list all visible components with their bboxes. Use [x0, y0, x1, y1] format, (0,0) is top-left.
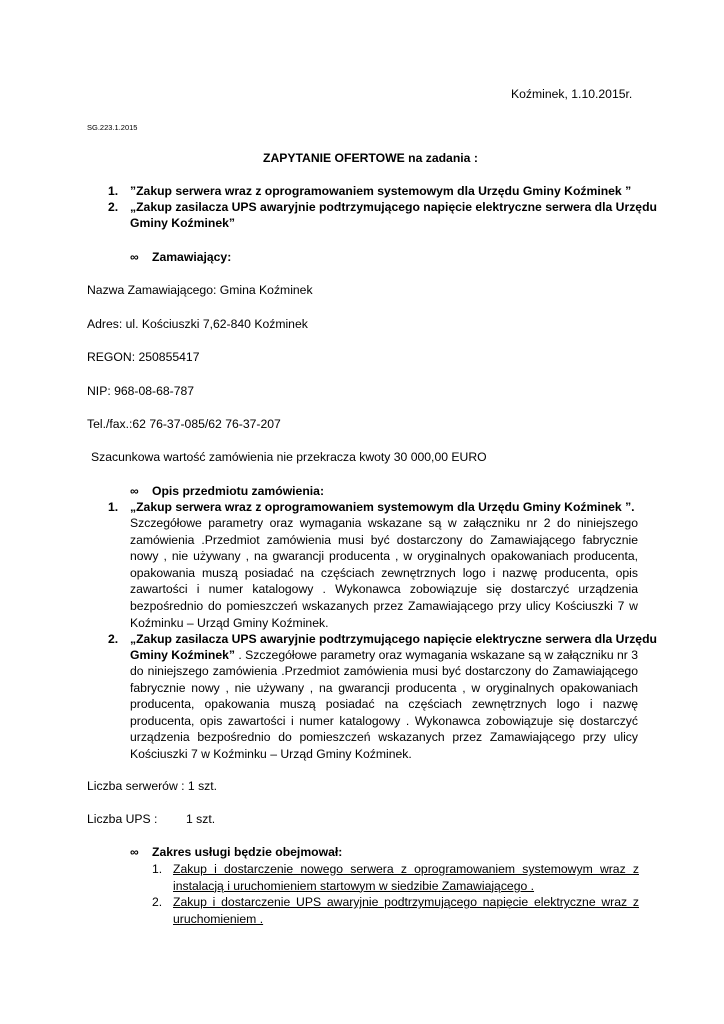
scope-item-number: 2. — [152, 895, 163, 909]
task-number: 2. — [108, 200, 119, 214]
scope-item — [173, 861, 639, 894]
item-description — [130, 663, 638, 763]
scope-item — [173, 894, 639, 927]
place-date: Koźminek, 1.10.2015r. — [511, 87, 633, 101]
item-line: urządzenia bezpośrednio do pomieszczeń wskazanych przez Zamawiającego przy ulicy — [130, 730, 638, 745]
bullet-icon: ∞ — [130, 845, 139, 859]
ordering-party-regon: REGON: 250855417 — [87, 350, 200, 364]
scope-item-line: Zakup i dostarczenie UPS awaryjnie podtrzymującego napięcie elektryczne wraz z — [173, 895, 639, 909]
ups-count-label: Liczba UPS : — [87, 812, 158, 826]
item-text: . Szczegółowe parametry oraz wymagania wskazane są w załączniku nr 3 — [234, 648, 639, 662]
item-number: 1. — [108, 500, 119, 514]
ups-count-value: 1 szt. — [186, 812, 216, 826]
task-title: ”Zakup serwera wraz z oprogramowaniem systemowym dla Urzędu Gminy Koźminek ” — [130, 184, 632, 198]
item-line: producenta, opakowania muszą posiadać na częściach zewnętrznych logo i nazwę — [130, 697, 638, 712]
item-line: zawartości i numer katalogowy . Wykonawca zobowiązuje się dostarczyć urządzenia — [130, 582, 638, 597]
ordering-party-phone: Tel./fax.:62 76-37-085/62 76-37-207 — [87, 417, 281, 431]
item-line: do niniejszego zamówienia .Przedmiot zamówienia musi być dostarczony do Zamawiającego — [130, 664, 638, 678]
scope-heading — [130, 844, 342, 861]
item-description — [130, 515, 638, 631]
description-heading — [130, 483, 324, 500]
section-heading: Zamawiający: — [152, 250, 232, 264]
scope-item-line: instalacją i uruchomieniem startowym w siedzibie Zamawiającego . — [173, 878, 535, 893]
bullet-icon: ∞ — [130, 250, 139, 264]
item-title: „Zakup serwera wraz z oprogramowaniem systemowym dla Urzędu Gminy Koźminek ”. — [130, 500, 635, 514]
item-line: Kościuszki 7 w Koźminku – Urząd Gminy Koźminek. — [130, 746, 412, 761]
item-line: nowy , nie używany , na gwarancji producenta , w oryginalnych opakowaniach producenta, — [130, 549, 638, 564]
item-title-line — [130, 647, 638, 664]
task-number: 1. — [108, 184, 119, 198]
scope-item-line: Zakup i dostarczenie nowego serwera z oprogramowaniem systemowym wraz z — [173, 862, 639, 876]
item-line: zamówienia .Przedmiot zamówienia musi być dostarczony do Zamawiającego fabrycznie — [130, 532, 638, 547]
ordering-party-nip: NIP: 968-08-68-787 — [87, 384, 195, 398]
document-heading: ZAPYTANIE OFERTOWE na zadania : — [263, 151, 478, 165]
item-line: opakowania muszą posiadać na częściach zewnętrznych logo i nazwę producenta, opis — [130, 565, 638, 580]
scope-item-line: uruchomieniem . — [173, 911, 264, 926]
item-line: producenta, opis zawartości i numer katalogowy . Wykonawca zobowiązuje się dostarczyć — [130, 713, 638, 728]
reference-number: SG.223.1.2015 — [87, 123, 138, 132]
item-number: 2. — [108, 632, 119, 646]
task-title: „Zakup zasilacza UPS awaryjnie podtrzymującego napięcie elektryczne serwera dla Urzędu — [130, 200, 657, 214]
bullet-icon: ∞ — [130, 484, 139, 498]
task-title-continued: Gminy Koźminek” — [130, 216, 235, 230]
ordering-party-address: Adres: ul. Kościuszki 7,62-840 Koźminek — [87, 317, 308, 331]
section-heading: Zakres usługi będzie obejmował: — [152, 845, 343, 859]
servers-count: Liczba serwerów : 1 szt. — [87, 779, 218, 793]
ordering-party-heading — [130, 249, 231, 266]
estimated-value-note: Szacunkowa wartość zamówienia nie przekracza kwoty 30 000,00 EURO — [91, 450, 487, 464]
scope-item-number: 1. — [152, 862, 163, 876]
ordering-party-name: Nazwa Zamawiającego: Gmina Koźminek — [87, 283, 313, 297]
item-line: bezpośrednio do pomieszczeń wskazanych przez Zamawiającego przy ulicy Kościuszki 7 w — [130, 598, 638, 613]
item-line: Koźminku – Urząd Gminy Koźminek. — [130, 615, 329, 630]
item-title: „Zakup zasilacza UPS awaryjnie podtrzymującego napięcie elektryczne serwera dla Urzędu — [130, 632, 657, 646]
item-line: Szczegółowe parametry oraz wymagania wskazane są w załączniku nr 2 do niniejszego — [130, 516, 638, 530]
item-title-continued: Gminy Koźminek” — [130, 648, 235, 662]
item-line: fabrycznie nowy , nie używany , na gwarancji producenta , w oryginalnych opakowaniach — [130, 680, 638, 695]
section-heading: Opis przedmiotu zamówienia: — [152, 484, 324, 498]
